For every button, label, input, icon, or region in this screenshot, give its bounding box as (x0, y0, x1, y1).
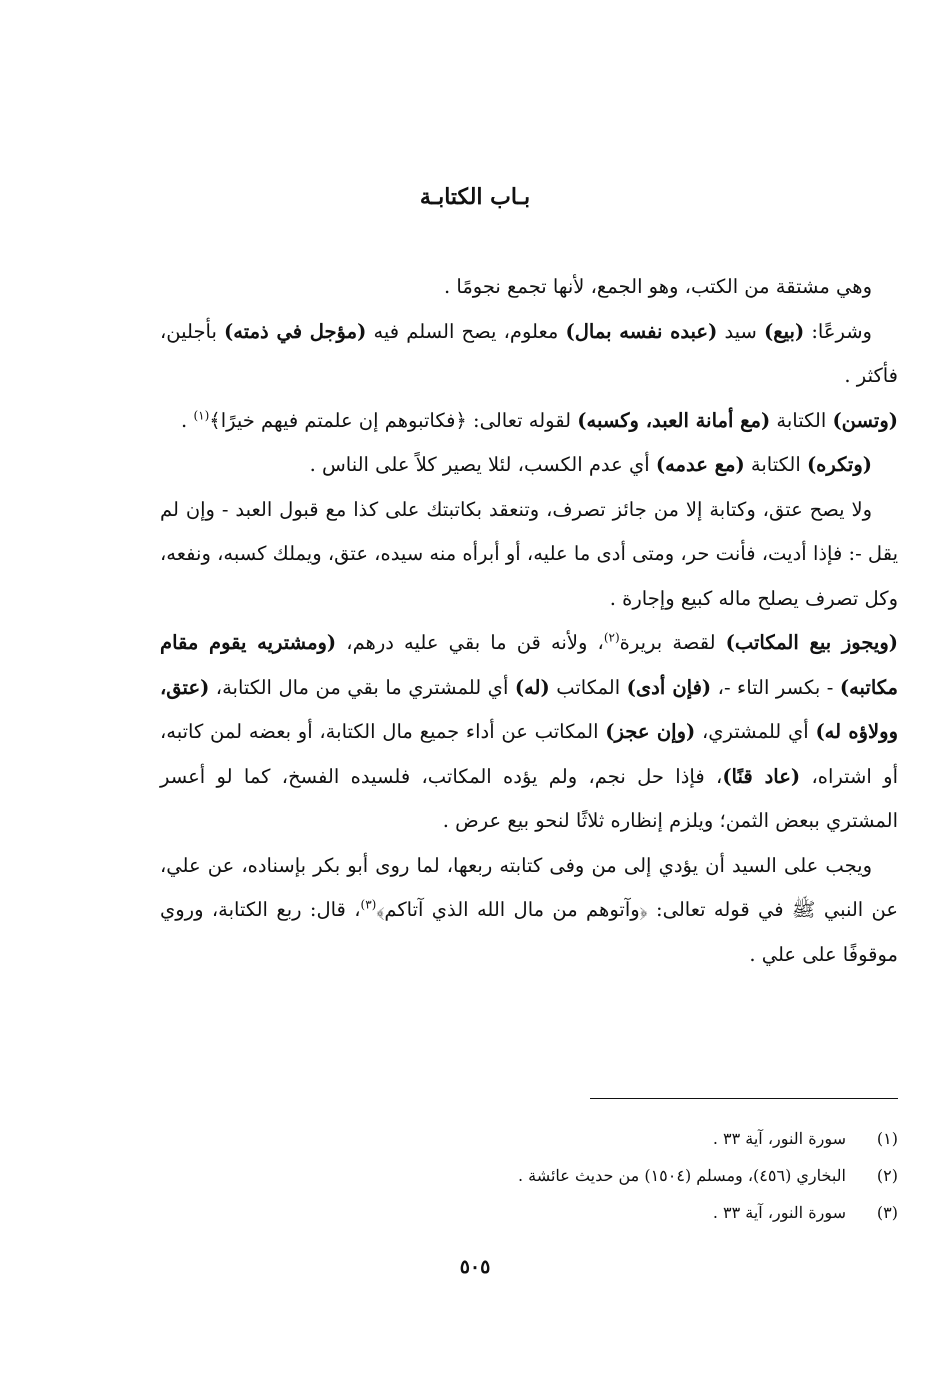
footnote-text: سورة النور، آية ٣٣ . (712, 1203, 846, 1222)
bold-term: (عبده نفسه بمال) (565, 319, 718, 343)
paragraph-text: وشرعًا: (804, 319, 872, 343)
bold-term: (عتق، وولاؤه له) (160, 675, 898, 743)
footnote-divider (590, 1098, 898, 1099)
paragraph-text: أي للمشتري، (695, 720, 816, 743)
paragraph-text: المكاتب عن أداء جميع مال الكتابة، أو بعضه لمن كاتبه، أو اشتراه، (160, 720, 898, 788)
bold-term: (مع أمانة العبد، وكسبه) (577, 408, 771, 432)
paragraph-text: المكاتب (549, 675, 627, 699)
footnote-item (198, 1157, 898, 1194)
footnote-item (198, 1120, 898, 1157)
bold-term: (بيع) (764, 319, 805, 343)
bold-term: (له) (514, 675, 550, 699)
bold-term: (فإن أدى) (626, 675, 712, 699)
footnote-ref-1[interactable]: (١) (193, 408, 210, 422)
paragraph-text: لقوله تعالى: ﴿فكاتبوهم إن علمتم فيهم خيرًا﴾ (209, 408, 578, 432)
paragraph-7 (160, 844, 898, 978)
footnotes (198, 1120, 898, 1231)
paragraph-text: أي عدم الكسب، لئلا يصير كلاً على الناس . (309, 453, 656, 476)
footnote-text: سورة النور، آية ٣٣ . (712, 1129, 846, 1148)
bold-term: (مع عدمه) (655, 453, 745, 476)
chapter-title: بـاب الكتابـة (419, 184, 531, 210)
bold-term: (ومشتريه يقوم مقام مكاتبه) (160, 631, 898, 699)
bold-term: (وإن عجز) (605, 720, 696, 743)
paragraph-text: ولا يصح عتق، وكتابة إلا من جائز تصرف، وتنعقد بكاتبتك على كذا مع قبول العبد - وإن لم يقل -: فإذا أديت، فأنت حر، ومتى أدى ما عليه، أو أبرأه منه سيده، عتق، ويملك كسبه، ونفعه، وكل تصرف يصلح ماله كبيع وإجارة . (160, 497, 898, 610)
paragraph-text: ويجب على السيد أن يؤدي إلى من وفى كتابته ربعها، لما روى أبو بكر بإسناده، عن علي، عن النبي ﷺ في قوله تعالى: ﴿وآتوهم من مال الله الذي آتاكم﴾ (160, 853, 899, 921)
body-text (160, 265, 898, 977)
footnote-ref-3[interactable]: (٣) (360, 897, 377, 912)
paragraph-text: - بكسر التاء -، (711, 675, 840, 699)
paragraph-text: وهي مشتقة من الكتب، وهو الجمع، لأنها تجمع نجومًا . (443, 275, 872, 298)
paragraph-text: سيد (717, 319, 765, 343)
paragraph-text: الكتابة (744, 453, 807, 476)
paragraph-6 (160, 621, 898, 844)
paragraph-text: ، قال: ربع الكتابة، وروي موقوفًا على علي . (160, 898, 898, 966)
bold-term: (وتسن) (832, 408, 898, 432)
paragraph-text: لقصة بريرة (619, 631, 726, 654)
bold-term: (مؤجل في ذمته) (224, 319, 367, 343)
paragraph-text: معلوم، يصح السلم فيه (366, 319, 566, 343)
paragraph-text: أي للمشتري ما بقي من مال الكتابة، (209, 675, 515, 699)
footnote-ref-2[interactable]: (٢) (603, 630, 620, 645)
footnote-text: البخاري (٤٥٦)، ومسلم (١٥٠٤) من حديث عائشة . (517, 1166, 846, 1185)
paragraph-4 (160, 443, 898, 488)
paragraph-text: ، فإذا حل نجم، ولم يؤده المكاتب، فلسيده الفسخ، كما لو أعسر المشتري ببعض الثمن؛ ويلزم إنظاره ثلاثًا لنحو بيع عرض . (160, 764, 898, 832)
paragraph-text: . (181, 408, 194, 432)
paragraph-text: ، ولأنه قن ما بقي عليه درهم، (336, 631, 604, 654)
paragraph-2 (160, 310, 898, 399)
paragraph-3 (160, 399, 898, 444)
paragraph-1 (160, 265, 898, 310)
footnote-number: (٣) (876, 1203, 898, 1222)
bold-term: (وتكره) (806, 453, 872, 476)
paragraph-text: الكتابة (770, 408, 833, 432)
page-number: ٥٠٥ (459, 1256, 491, 1278)
paragraph-text: بأجلين، فأكثر . (160, 319, 898, 387)
bold-term: (عاد قنًا) (722, 764, 801, 788)
paragraph-5 (160, 488, 898, 622)
footnote-number: (٢) (876, 1166, 898, 1185)
footnote-number: (١) (876, 1129, 898, 1148)
bold-term: (ويجوز بيع المكاتب) (725, 631, 898, 654)
footnote-item (198, 1194, 898, 1231)
